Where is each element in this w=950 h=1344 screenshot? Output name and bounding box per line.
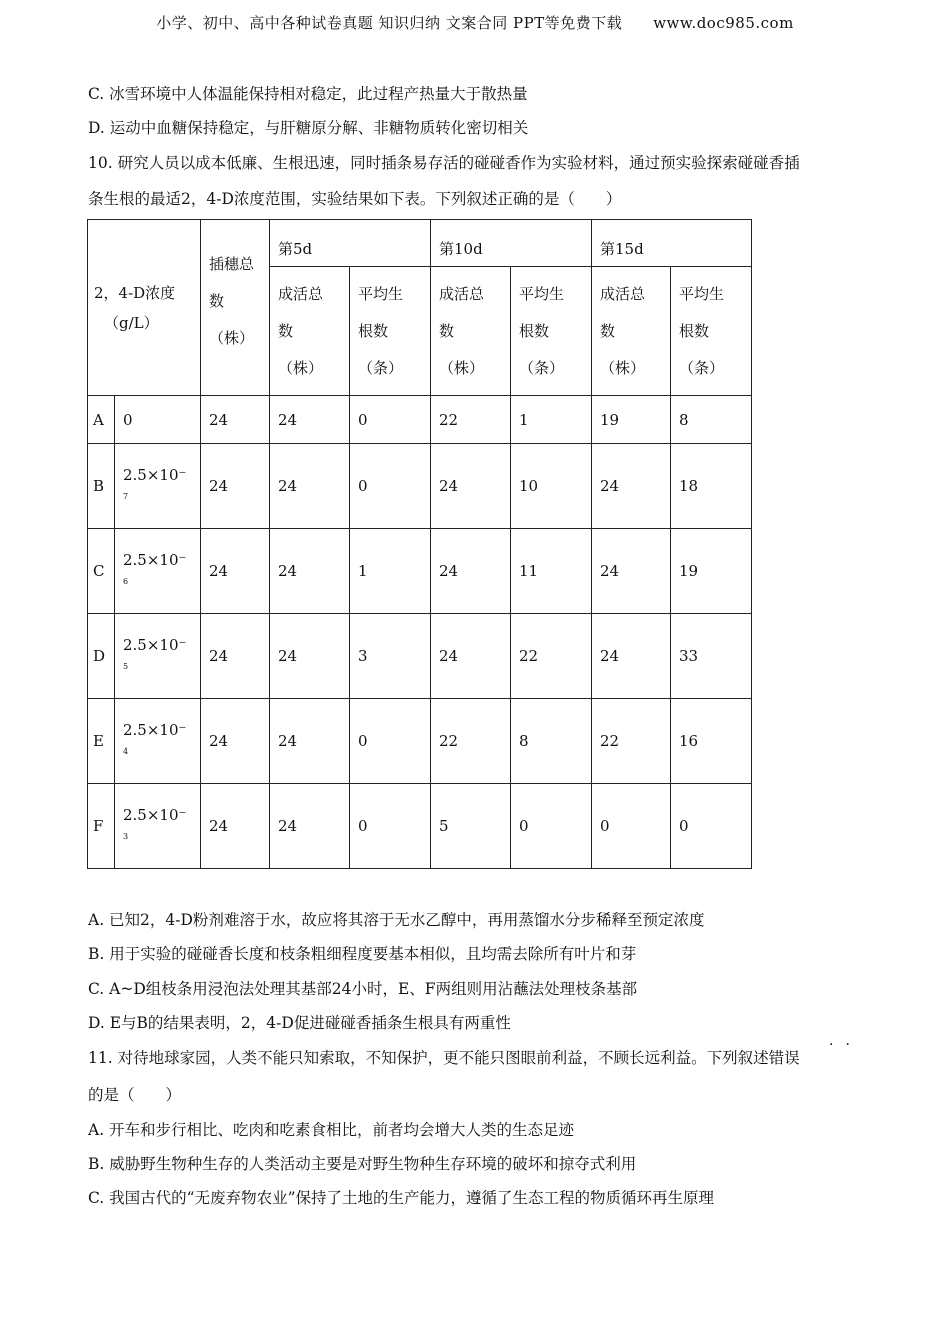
d15-roots-cell: 33 (671, 614, 752, 699)
total-cell: 24 (201, 529, 270, 614)
d5-survive-cell: 24 (270, 614, 350, 699)
d5-roots-cell: 0 (350, 699, 431, 784)
d5-survive-cell: 24 (270, 444, 350, 529)
d15-survive-cell: 24 (592, 614, 671, 699)
d10-survive-header: 成活总 数 （株） (431, 267, 511, 396)
q10-option-a: A. 已知2，4-D粉剂难溶于水，故应将其溶于无水乙醇中，再用蒸馏水分步稀释至预定浓度 (88, 911, 705, 929)
table-row (88, 614, 752, 699)
d10-survive-cell: 24 (431, 444, 511, 529)
d15-survive-cell: 19 (592, 396, 671, 444)
d5-roots-cell: 3 (350, 614, 431, 699)
concentration-header: 2，4-D浓度 （g/L） (88, 220, 201, 396)
total-cell: 24 (201, 784, 270, 869)
q11-option-b: B. 威胁野生物种生存的人类活动主要是对野生物种生存环境的破坏和掠夺式利用 (88, 1155, 637, 1173)
d10-survive-cell: 22 (431, 396, 511, 444)
d5-roots-cell: 1 (350, 529, 431, 614)
group-label: E (88, 699, 115, 784)
d10-roots-cell: 8 (511, 699, 592, 784)
d15-survive-cell: 22 (592, 699, 671, 784)
concentration-cell: 2.5×10⁻ 6 (115, 529, 201, 614)
d10-roots-cell: 11 (511, 529, 592, 614)
d15-survive-cell: 0 (592, 784, 671, 869)
d5-roots-header: 平均生 根数 （条） (350, 267, 431, 396)
option-c: C. 冰雪环境中人体温能保持相对稳定，此过程产热量大于散热量 (88, 85, 528, 103)
table-row (88, 784, 752, 869)
table-row (88, 444, 752, 529)
question-10-stem: 10. 研究人员以成本低廉、生根迅速，同时插条易存活的碰碰香作为实验材料，通过预实验探索碰碰香插 (88, 154, 800, 172)
emphasis-dots: ·· (829, 1037, 862, 1053)
table-row (88, 529, 752, 614)
question-10-stem-cont: 条生根的最适2，4-D浓度范围，实验结果如下表。下列叙述正确的是（ ） (88, 190, 622, 208)
d10-roots-cell: 1 (511, 396, 592, 444)
total-cell: 24 (201, 699, 270, 784)
d15-roots-header: 平均生 根数 （条） (671, 267, 752, 396)
d10-roots-cell: 10 (511, 444, 592, 529)
results-table (87, 219, 752, 869)
q11-option-a: A. 开车和步行相比、吃肉和吃素食相比，前者均会增大人类的生态足迹 (88, 1121, 575, 1139)
group-label: A (88, 396, 115, 444)
table-row (88, 396, 752, 444)
d10-survive-cell: 22 (431, 699, 511, 784)
group-label: C (88, 529, 115, 614)
d5-survive-cell: 24 (270, 784, 350, 869)
d5-survive-cell: 24 (270, 396, 350, 444)
concentration-cell: 2.5×10⁻ 3 (115, 784, 201, 869)
d5-survive-cell: 24 (270, 699, 350, 784)
concentration-cell: 0 (115, 396, 201, 444)
concentration-cell: 2.5×10⁻ 4 (115, 699, 201, 784)
q10-option-d: D. E与B的结果表明，2，4-D促进碰碰香插条生根具有两重性 (88, 1014, 511, 1032)
day-15-header: 第15d (592, 220, 752, 267)
d5-survive-cell: 24 (270, 529, 350, 614)
total-cell: 24 (201, 614, 270, 699)
question-11-stem-cont: 的是（ ） (88, 1086, 182, 1104)
cuttings-total-header: 插穗总 数 （株） (201, 220, 270, 396)
q11-option-c: C. 我国古代的“无废弃物农业”保持了土地的生产能力，遵循了生态工程的物质循环再生原理 (88, 1189, 715, 1207)
concentration-cell: 2.5×10⁻ 7 (115, 444, 201, 529)
d10-roots-cell: 22 (511, 614, 592, 699)
group-label: F (88, 784, 115, 869)
group-label: B (88, 444, 115, 529)
table-row (88, 699, 752, 784)
d15-survive-header: 成活总 数 （株） (592, 267, 671, 396)
d10-survive-cell: 5 (431, 784, 511, 869)
d15-roots-cell: 16 (671, 699, 752, 784)
d10-survive-cell: 24 (431, 529, 511, 614)
option-d: D. 运动中血糖保持稳定，与肝糖原分解、非糖物质转化密切相关 (88, 119, 529, 137)
total-cell: 24 (201, 444, 270, 529)
group-label: D (88, 614, 115, 699)
d15-roots-cell: 18 (671, 444, 752, 529)
d10-roots-cell: 0 (511, 784, 592, 869)
d15-survive-cell: 24 (592, 444, 671, 529)
d5-roots-cell: 0 (350, 784, 431, 869)
q10-option-b: B. 用于实验的碰碰香长度和枝条粗细程度要基本相似，且均需去除所有叶片和芽 (88, 945, 637, 963)
q10-option-c: C. A~D组枝条用浸泡法处理其基部24小时，E、F两组则用沾蘸法处理枝条基部 (88, 980, 638, 998)
d10-roots-header: 平均生 根数 （条） (511, 267, 592, 396)
d5-roots-cell: 0 (350, 444, 431, 529)
d10-survive-cell: 24 (431, 614, 511, 699)
d15-roots-cell: 8 (671, 396, 752, 444)
page-header: 小学、初中、高中各种试卷真题 知识归纳 文案合同 PPT等免费下载 www.doc985.com (156, 14, 794, 32)
d15-roots-cell: 19 (671, 529, 752, 614)
concentration-cell: 2.5×10⁻ 5 (115, 614, 201, 699)
d15-roots-cell: 0 (671, 784, 752, 869)
table-header-row (88, 220, 752, 267)
total-cell: 24 (201, 396, 270, 444)
d5-survive-header: 成活总 数 （株） (270, 267, 350, 396)
day-5-header: 第5d (270, 220, 431, 267)
d15-survive-cell: 24 (592, 529, 671, 614)
question-11-stem: 11. 对待地球家园，人类不能只知索取，不知保护，更不能只图眼前利益，不顾长远利益。下列叙述错误 (88, 1049, 800, 1067)
day-10-header: 第10d (431, 220, 592, 267)
d5-roots-cell: 0 (350, 396, 431, 444)
